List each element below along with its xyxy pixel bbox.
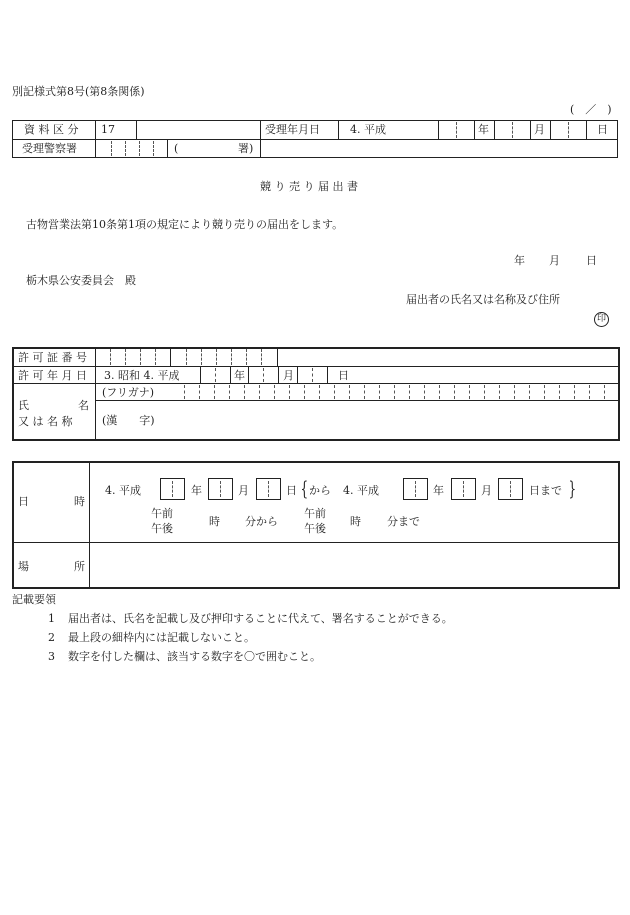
- month-to: 月: [481, 484, 492, 497]
- place-label-1: 場: [18, 560, 29, 573]
- datetime-label-2: 時: [74, 495, 85, 508]
- form-id: 別記様式第8号(第8条関係): [12, 85, 145, 98]
- hour-to: 時: [350, 515, 361, 528]
- note-num-2: 2: [48, 631, 55, 644]
- applicant-label: 届出者の氏名又は名称及び住所: [406, 293, 560, 306]
- am-to: 午前: [304, 507, 326, 520]
- received-month: 月: [534, 123, 545, 136]
- era-to: 4. 平成: [343, 484, 379, 497]
- furigana-label: (フリガナ): [102, 386, 155, 399]
- place-label-2: 所: [74, 560, 85, 573]
- pm-to: 午後: [304, 522, 326, 535]
- date-year: 年: [514, 254, 525, 267]
- min-from: 分から: [245, 515, 278, 528]
- hour-from: 時: [209, 515, 220, 528]
- year-to: 年: [433, 484, 444, 497]
- permit-month: 月: [283, 369, 294, 382]
- bracket-open: {: [300, 476, 309, 500]
- note-num-3: 3: [48, 650, 55, 663]
- data-category-value: 17: [101, 123, 115, 136]
- note-text-3: 数字を付した欄は、該当する数字を〇で囲むこと。: [68, 650, 321, 663]
- min-until: 分まで: [387, 515, 420, 528]
- name-label-1: 氏: [18, 399, 29, 412]
- notes-heading: 記載要領: [12, 593, 56, 606]
- permit-day: 日: [338, 369, 349, 382]
- page-title: 競 り 売 り 届 出 書: [260, 180, 358, 193]
- note-text-1: 届出者は、氏名を記載し及び押印することに代えて、署名することができる。: [68, 612, 453, 625]
- bracket-close: }: [568, 476, 577, 500]
- statement: 古物営業法第10条第1項の規定により競り売りの届出をします。: [26, 218, 344, 231]
- name-label-3: 又 は 名 称: [18, 415, 73, 428]
- permit-era: 3. 昭和 4. 平成: [104, 369, 180, 382]
- received-year: 年: [478, 123, 489, 136]
- year-from: 年: [191, 484, 202, 497]
- received-date-label: 受理年月日: [265, 123, 320, 136]
- name-label-2: 名: [78, 399, 89, 412]
- received-era: 4. 平成: [350, 123, 386, 136]
- station-paren-open: (: [174, 142, 179, 155]
- month-from: 月: [238, 484, 249, 497]
- kanji-label: (漢 字): [102, 414, 155, 427]
- received-day: 日: [597, 123, 608, 136]
- note-num-1: 1: [48, 612, 55, 625]
- permit-year: 年: [234, 369, 245, 382]
- date-day: 日: [586, 254, 597, 267]
- era-from: 4. 平成: [105, 484, 141, 497]
- from-word: から: [309, 484, 331, 497]
- receiving-station-label: 受理警察署: [22, 142, 77, 155]
- day-from: 日: [286, 484, 297, 497]
- datetime-label-1: 日: [18, 495, 29, 508]
- permit-date-label: 許 可 年 月 日: [18, 369, 87, 382]
- addressee: 栃木県公安委員会 殿: [26, 274, 136, 287]
- note-text-2: 最上段の細枠内には記載しないこと。: [68, 631, 255, 644]
- station-suffix: 署): [238, 142, 254, 155]
- permit-number-label: 許 可 証 番 号: [18, 351, 87, 364]
- am-from: 午前: [151, 507, 173, 520]
- date-month: 月: [549, 254, 560, 267]
- paren-slash: ( ／ ): [570, 103, 612, 116]
- pm-from: 午後: [151, 522, 173, 535]
- seal-mark: 印: [594, 312, 609, 327]
- data-category-label: 資 料 区 分: [24, 123, 79, 136]
- until-day: 日まで: [529, 484, 562, 497]
